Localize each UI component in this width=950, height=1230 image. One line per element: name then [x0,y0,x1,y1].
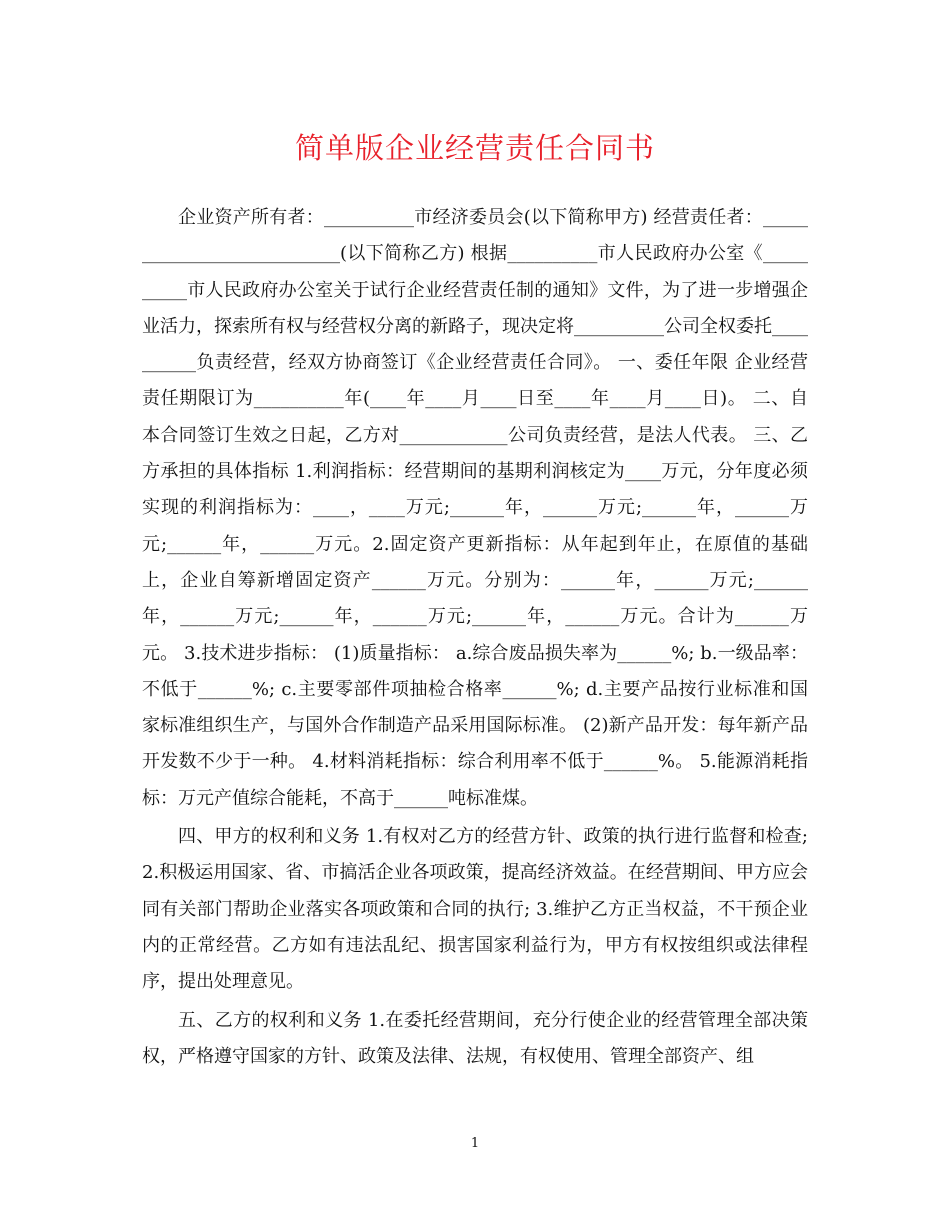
page-number: 1 [470,1136,480,1151]
document-title: 简单版企业经营责任合同书 [294,131,655,165]
paragraph-party-b-rights: 五、乙方的权利和义务 1.在委托经营期间，充分行使企业的经营管理全部决策权，严格遵守国家的方针、政策及法律、法规，有权使用、管理全部资产、组 [142,1009,808,1067]
document-body [142,200,808,1077]
paragraph-intro-and-terms: 企业资产所有者：__________市经济委员会(以下简称甲方) 经营责任者：___________________________(以下简称乙方) 根据__________市人民政府办公室《__________市人民政府办公室关于试行企业经营责任制的通知》文件，为了进一步增强企业活力，探索所有权与经营权分离的新路子，现决定将__________公司全权委托__________负责经营，经双方协商签订《企业经营责任合同》。 一、委任年限 企业经营责任期限订为__________年(____年____月____日至____年____月____日)。 二、自本合同签订生效之日起，乙方对____________公司负责经营，是法人代表。 三、乙方承担的具体指标 1.利润指标：经营期间的基期利润核定为____万元，分年度必须实现的利润指标为：____，____万元;______年，______万元;______年，______万元;______年，______万元。2.固定资产更新指标：从年起到年止，在原值的基础上，企业自筹新增固定资产______万元。分别为：______年，______万元;______年，______万元;______年，______万元;______年，______万元。合计为______万元。 3.技术进步指标： (1)质量指标： a.综合废品损失率为______%; b.一级品率：不低于______%; c.主要零部件项抽检合格率______%; d.主要产品按行业标准和国家标准组织生产，与国外合作制造产品采用国际标准。 (2)新产品开发：每年新产品开发数不少于一种。 4.材料消耗指标：综合利用率不低于______%。 5.能源消耗指标：万元产值综合能耗，不高于______吨标准煤。 [142,207,808,809]
paragraph-party-a-rights: 四、甲方的权利和义务 1.有权对乙方的经营方针、政策的执行进行监督和检查; 2.积极运用国家、省、市搞活企业各项政策，提高经济效益。在经营期间、甲方应会同有关部门帮助企业落实各项政策和合同的执行; 3.维护乙方正当权益，不干预企业内的正常经营。乙方如有违法乱纪、损害国家利益行为，甲方有权按组织或法律程序，提出处理意见。 [142,826,808,993]
